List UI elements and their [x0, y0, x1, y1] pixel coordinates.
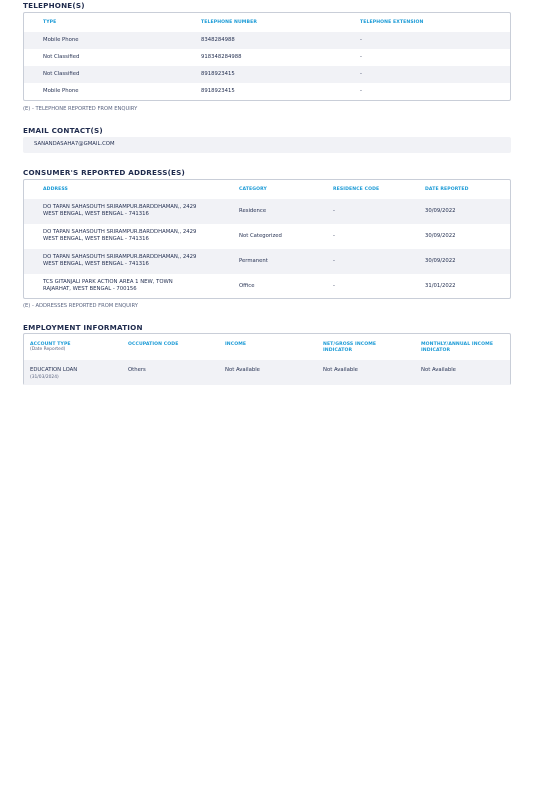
table-row — [24, 49, 510, 66]
address-line-1: TCS GITANJALI PARK ACTION AREA 1 NEW, TOWN — [43, 279, 173, 285]
table-row — [24, 199, 510, 224]
address-category: Permanent — [239, 258, 268, 264]
th-address: ADDRESS — [43, 187, 68, 192]
account-date-reported: (31/03/2024) — [30, 375, 59, 380]
phone-extension: - — [360, 71, 362, 77]
phone-number: 8918923415 — [201, 71, 235, 77]
telephone-section-title: TELEPHONE(S) — [23, 1, 85, 10]
table-row — [24, 224, 510, 249]
address-date-reported: 30/09/2022 — [425, 258, 456, 264]
th-category: CATEGORY — [239, 187, 267, 192]
table-row — [24, 249, 510, 274]
th-date-reported-sub: (Date Reported) — [30, 347, 66, 352]
th-net-gross: NET/GROSS INCOME — [323, 342, 377, 347]
phone-extension: - — [360, 54, 362, 60]
telephone-note: (E) - TELEPHONE REPORTED FROM ENQUIRY — [23, 106, 138, 112]
address-category: Residence — [239, 208, 267, 214]
monthly-annual-value: Not Available — [421, 367, 456, 373]
telephone-table — [23, 12, 511, 101]
address-date-reported: 30/09/2022 — [425, 233, 456, 239]
address-residence-code: - — [333, 208, 335, 214]
phone-number: 918348284988 — [201, 54, 242, 60]
account-type: EDUCATION LOAN — [30, 367, 78, 373]
th-income: INCOME — [225, 342, 247, 347]
address-table — [23, 179, 511, 299]
address-residence-code: - — [333, 283, 335, 289]
th-net-gross-line2: INDICATOR — [323, 348, 353, 353]
table-row — [24, 360, 510, 385]
th-telephone-extension: TELEPHONE EXTENSION — [360, 20, 424, 25]
address-residence-code: - — [333, 233, 335, 239]
address-line-2: WEST BENGAL, WEST BENGAL - 741316 — [43, 211, 149, 217]
net-gross-value: Not Available — [323, 367, 358, 373]
phone-extension: - — [360, 88, 362, 94]
phone-type: Mobile Phone — [43, 88, 79, 94]
occupation-code: Others — [128, 367, 146, 373]
phone-type: Not Classified — [43, 54, 80, 60]
th-date-reported: DATE REPORTED — [425, 187, 469, 192]
address-line-2: WEST BENGAL, WEST BENGAL - 741316 — [43, 261, 149, 267]
employment-section-title: EMPLOYMENT INFORMATION — [23, 323, 143, 332]
address-line-2: WEST BENGAL, WEST BENGAL - 741316 — [43, 236, 149, 242]
th-type: TYPE — [43, 20, 57, 25]
address-date-reported: 31/01/2022 — [425, 283, 456, 289]
address-date-reported: 30/09/2022 — [425, 208, 456, 214]
address-line-2: RAJARHAT, WEST BENGAL - 700156 — [43, 286, 137, 292]
income-value: Not Available — [225, 367, 260, 373]
phone-type: Mobile Phone — [43, 37, 79, 43]
th-telephone-number: TELEPHONE NUMBER — [201, 20, 257, 25]
address-line-1: DO TAPAN SAHASOUTH SRIRAMPUR.BARDDHAMAN,, 2429 — [43, 204, 197, 210]
address-category: Office — [239, 283, 255, 289]
th-account-type: ACCOUNT TYPE — [30, 342, 71, 347]
address-line-1: DO TAPAN SAHASOUTH SRIRAMPUR.BARDDHAMAN,, 2429 — [43, 229, 197, 235]
address-section-title: CONSUMER'S REPORTED ADDRESS(ES) — [23, 168, 186, 177]
table-row — [24, 274, 510, 299]
phone-type: Not Classified — [43, 71, 80, 77]
table-row — [24, 83, 510, 100]
phone-extension: - — [360, 37, 362, 43]
table-row — [24, 66, 510, 83]
th-monthly-annual: MONTHLY/ANNUAL INCOME — [421, 342, 494, 347]
email-box — [23, 137, 511, 153]
email-value: SANANDASAHA7@GMAIL.COM — [34, 141, 115, 147]
email-section-title: EMAIL CONTACT(S) — [23, 126, 103, 135]
address-residence-code: - — [333, 258, 335, 264]
th-residence-code: RESIDENCE CODE — [333, 187, 380, 192]
th-monthly-annual-line2: INDICATOR — [421, 348, 451, 353]
address-category: Not Categorized — [239, 233, 282, 239]
employment-table — [23, 333, 511, 385]
phone-number: 8348284988 — [201, 37, 235, 43]
address-line-1: DO TAPAN SAHASOUTH SRIRAMPUR.BARDDHAMAN,, 2429 — [43, 254, 197, 260]
address-note: (E) - ADDRESSES REPORTED FROM ENQUIRY — [23, 303, 138, 309]
table-row — [24, 32, 510, 49]
th-occupation-code: OCCUPATION CODE — [128, 342, 179, 347]
phone-number: 8918923415 — [201, 88, 235, 94]
